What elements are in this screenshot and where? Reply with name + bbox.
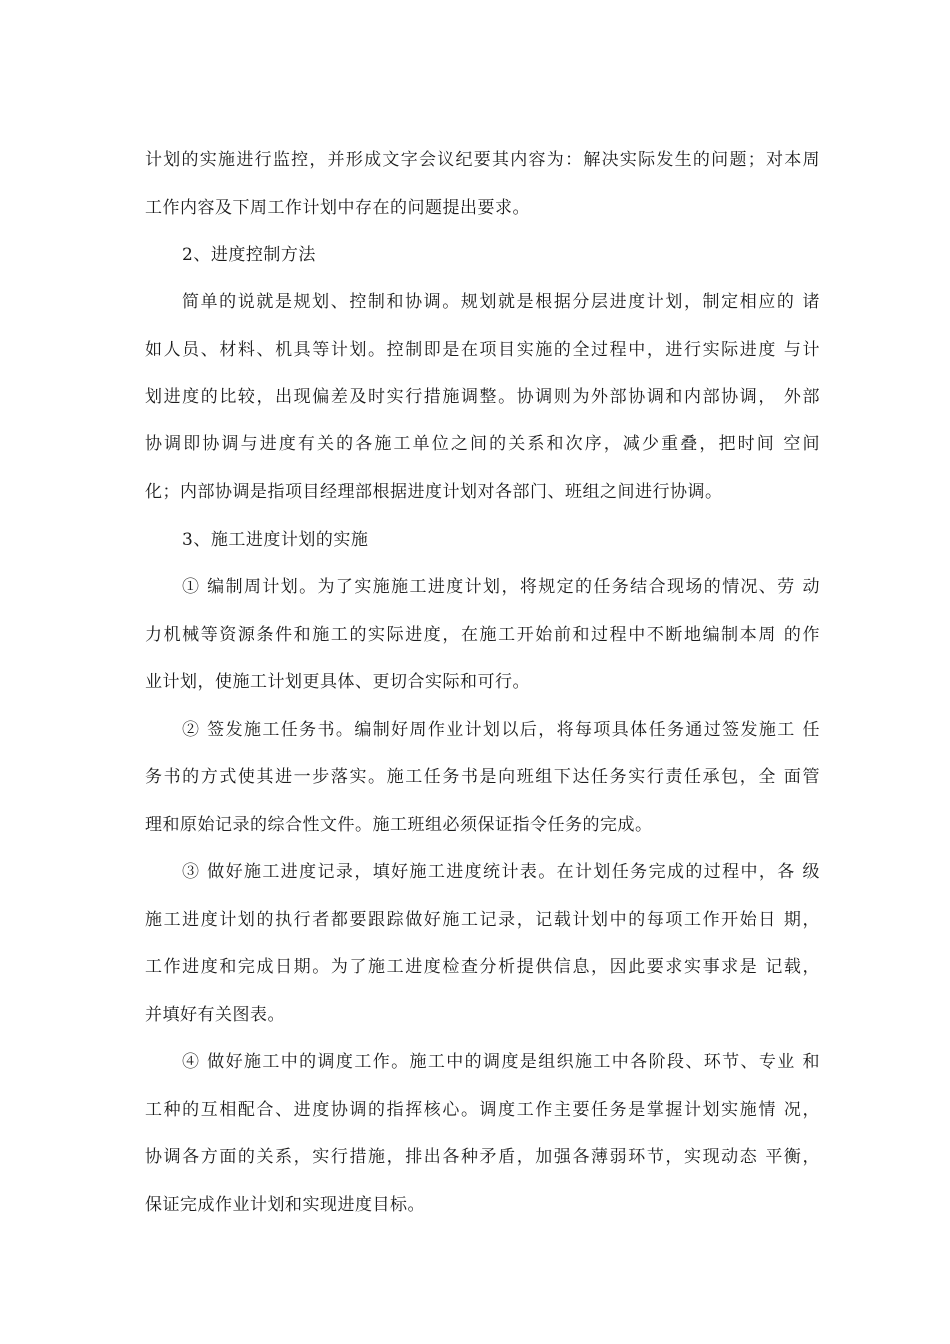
text-line: 简单的说就是规划、控制和协调。规划就是根据分层进度计划，制定相应的 诸 — [182, 292, 820, 312]
text-line: ② 签发施工任务书。编制好周作业计划以后，将每项具体任务通过签发施工 任 — [182, 720, 820, 740]
text-line: ① 编制周计划。为了实施施工进度计划，将规定的任务结合现场的情况、劳 动 — [182, 577, 820, 597]
text-line: 计划的实施进行监控，并形成文字会议纪要其内容为：解决实际发生的问题；对本周 — [145, 150, 820, 170]
text-line: 工种的互相配合、进度协调的指挥核心。调度工作主要任务是掌握计划实施情 况， — [145, 1100, 820, 1120]
text-line: 力机械等资源条件和施工的实际进度，在施工开始前和过程中不断地编制本周 的作 — [145, 625, 820, 645]
text-line: 理和原始记录的综合性文件。施工班组必须保证指令任务的完成。 — [145, 815, 653, 835]
text-line: 并填好有关图表。 — [145, 1005, 285, 1025]
section-heading: 3、施工进度计划的实施 — [182, 530, 369, 550]
text-line: ④ 做好施工中的调度工作。施工中的调度是组织施工中各阶段、环节、专业 和 — [182, 1052, 820, 1072]
text-line: 业计划，使施工计划更具体、更切合实际和可行。 — [145, 672, 530, 692]
text-line: ③ 做好施工进度记录，填好施工进度统计表。在计划任务完成的过程中，各 级 — [182, 862, 820, 882]
text-line: 务书的方式使其进一步落实。施工任务书是向班组下达任务实行责任承包，全 面管 — [145, 767, 820, 787]
text-line: 施工进度计划的执行者都要跟踪做好施工记录，记载计划中的每项工作开始日 期， — [145, 910, 820, 930]
text-line: 划进度的比较，出现偏差及时实行措施调整。协调则为外部协调和内部协调， 外部 — [145, 387, 820, 407]
section-heading: 2、进度控制方法 — [182, 245, 316, 265]
text-line: 协调各方面的关系，实行措施，排出各种矛盾，加强各薄弱环节，实现动态 平衡， — [145, 1147, 820, 1167]
text-line: 化；内部协调是指项目经理部根据进度计划对各部门、班组之间进行协调。 — [145, 482, 723, 502]
text-line: 如人员、材料、机具等计划。控制即是在项目实施的全过程中，进行实际进度 与计 — [145, 340, 820, 360]
text-line: 协调即协调与进度有关的各施工单位之间的关系和次序，减少重叠，把时间 空间 — [145, 434, 820, 454]
text-line: 保证完成作业计划和实现进度目标。 — [145, 1195, 425, 1215]
text-line: 工作内容及下周工作计划中存在的问题提出要求。 — [145, 198, 530, 218]
text-line: 工作进度和完成日期。为了施工进度检查分析提供信息，因此要求实事求是 记载， — [145, 957, 820, 977]
